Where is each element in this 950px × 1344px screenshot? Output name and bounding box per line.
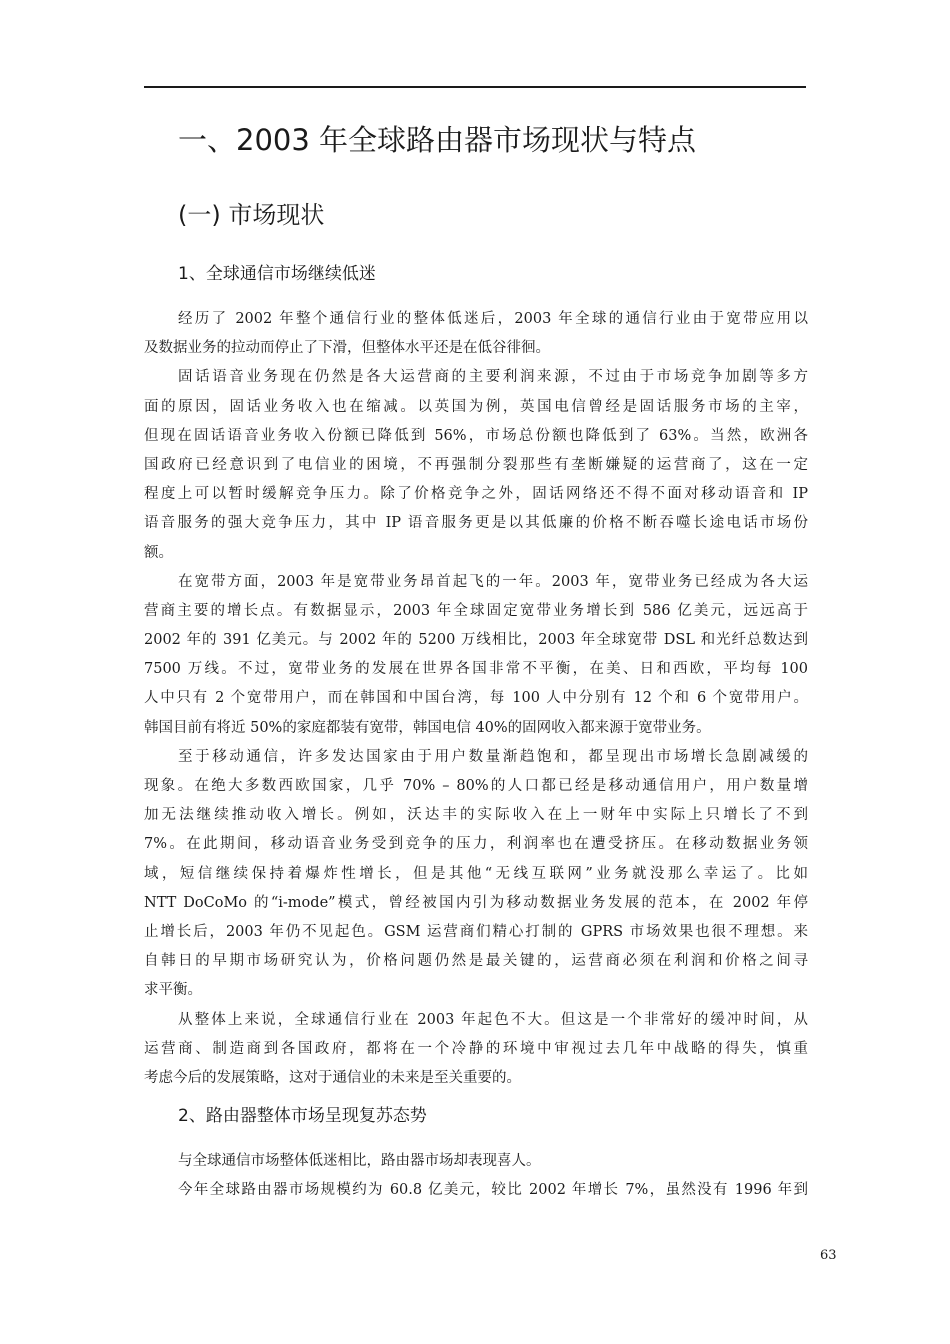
text-line: 但现在固话语音业务收入份额已降低到 56%，市场总份额也降低到了 63%。当然，欧洲各	[144, 427, 808, 444]
text-line: 求平衡。	[144, 982, 202, 999]
text-line: 面的原因，固话业务收入也在缩减。以英国为例，英国电信曾经是固话服务市场的主宰，	[144, 398, 808, 415]
text-line: 营商主要的增长点。有数据显示，2003 年全球固定宽带业务增长到 586 亿美元，远远高于	[144, 602, 808, 619]
text-line: 7500 万线。不过，宽带业务的发展在世界各国非常不平衡，在美、日和西欧，平均每 100	[144, 661, 808, 678]
text-line: 加无法继续推动收入增长。例如，沃达丰的实际收入在上一财年中实际上只增长了不到	[144, 807, 808, 824]
text-line: 止增长后，2003 年仍不见起色。GSM 运营商们精心打制的 GPRS 市场效果也很不理想。来	[144, 923, 808, 940]
text-line: 7%。在此期间，移动语音业务受到竞争的压力，利润率也在遭受挤压。在移动数据业务领	[144, 836, 808, 853]
text-line: 在宽带方面，2003 年是宽带业务昂首起飞的一年。2003 年，宽带业务已经成为各大运	[178, 573, 808, 590]
page-number: 63	[820, 1248, 837, 1263]
text-line: 固话语音业务现在仍然是各大运营商的主要利润来源，不过由于市场竞争加剧等多方	[178, 369, 808, 386]
text-line: 程度上可以暂时缓解竞争压力。除了价格竞争之外，固话网络还不得不面对移动语音和 IP	[144, 486, 808, 503]
subsection-title-2: 2、路由器整体市场呈现复苏态势	[178, 1106, 427, 1126]
text-line: 自韩日的早期市场研究认为，价格问题仍然是最关键的，运营商必须在利润和价格之间寻	[144, 953, 808, 970]
chapter-title: 一、2003 年全球路由器市场现状与特点	[178, 123, 697, 157]
subsection-2-body	[144, 1147, 808, 1205]
text-line: 人中只有 2 个宽带用户，而在韩国和中国台湾，每 100 人中分别有 12 个和 6 个宽带用户。	[144, 690, 808, 707]
text-line: 经历了 2002 年整个通信行业的整体低迷后，2003 年全球的通信行业由于宽带应用以	[178, 311, 808, 327]
text-line: 及数据业务的拉动而停止了下滑，但整体水平还是在低谷徘徊。	[144, 340, 550, 357]
text-line: 额。	[144, 544, 173, 561]
text-line: 域，短信继续保持着爆炸性增长，但是其他“无线互联网”业务就没那么幸运了。比如	[144, 865, 808, 882]
text-line: 2002 年的 391 亿美元。与 2002 年的 5200 万线相比，2003 年全球宽带 DSL 和光纤总数达到	[144, 632, 808, 649]
text-line: 至于移动通信，许多发达国家由于用户数量渐趋饱和，都呈现出市场增长急剧减缓的	[178, 748, 808, 765]
text-line: 语音服务的强大竞争压力，其中 IP 语音服务更是以其低廉的价格不断吞噬长途电话市场份	[144, 515, 808, 532]
text-line: 考虑今后的发展策略，这对于通信业的未来是至关重要的。	[144, 1069, 521, 1086]
text-line: NTT DoCoMo 的“i-mode”模式，曾经被国内引为移动数据业务发展的范本，在 2002 年停	[144, 894, 808, 911]
subsection-1-body	[144, 305, 808, 1093]
text-line: 国政府已经意识到了电信业的困境，不再强制分裂那些有垄断嫌疑的运营商了，这在一定	[144, 456, 808, 473]
text-line: 从整体上来说，全球通信行业在 2003 年起色不大。但这是一个非常好的缓冲时间，从	[178, 1011, 808, 1028]
section-title: (一) 市场现状	[178, 201, 325, 229]
subsection-title-1: 1、全球通信市场继续低迷	[178, 264, 376, 284]
header-rule	[144, 86, 806, 88]
text-line: 运营商、制造商到各国政府，都将在一个冷静的环境中审视过去几年中战略的得失，慎重	[144, 1040, 808, 1057]
text-line: 现象。在绝大多数西欧国家，几乎 70% – 80%的人口都已经是移动通信用户，用户数量增	[144, 778, 808, 794]
text-line: 韩国目前有将近 50%的家庭都装有宽带，韩国电信 40%的固网收入都来源于宽带业务。	[144, 719, 711, 736]
text-line: 今年全球路由器市场规模约为 60.8 亿美元，较比 2002 年增长 7%，虽然没有 1996 年到	[178, 1182, 808, 1199]
text-line: 与全球通信市场整体低迷相比，路由器市场却表现喜人。	[178, 1153, 541, 1169]
